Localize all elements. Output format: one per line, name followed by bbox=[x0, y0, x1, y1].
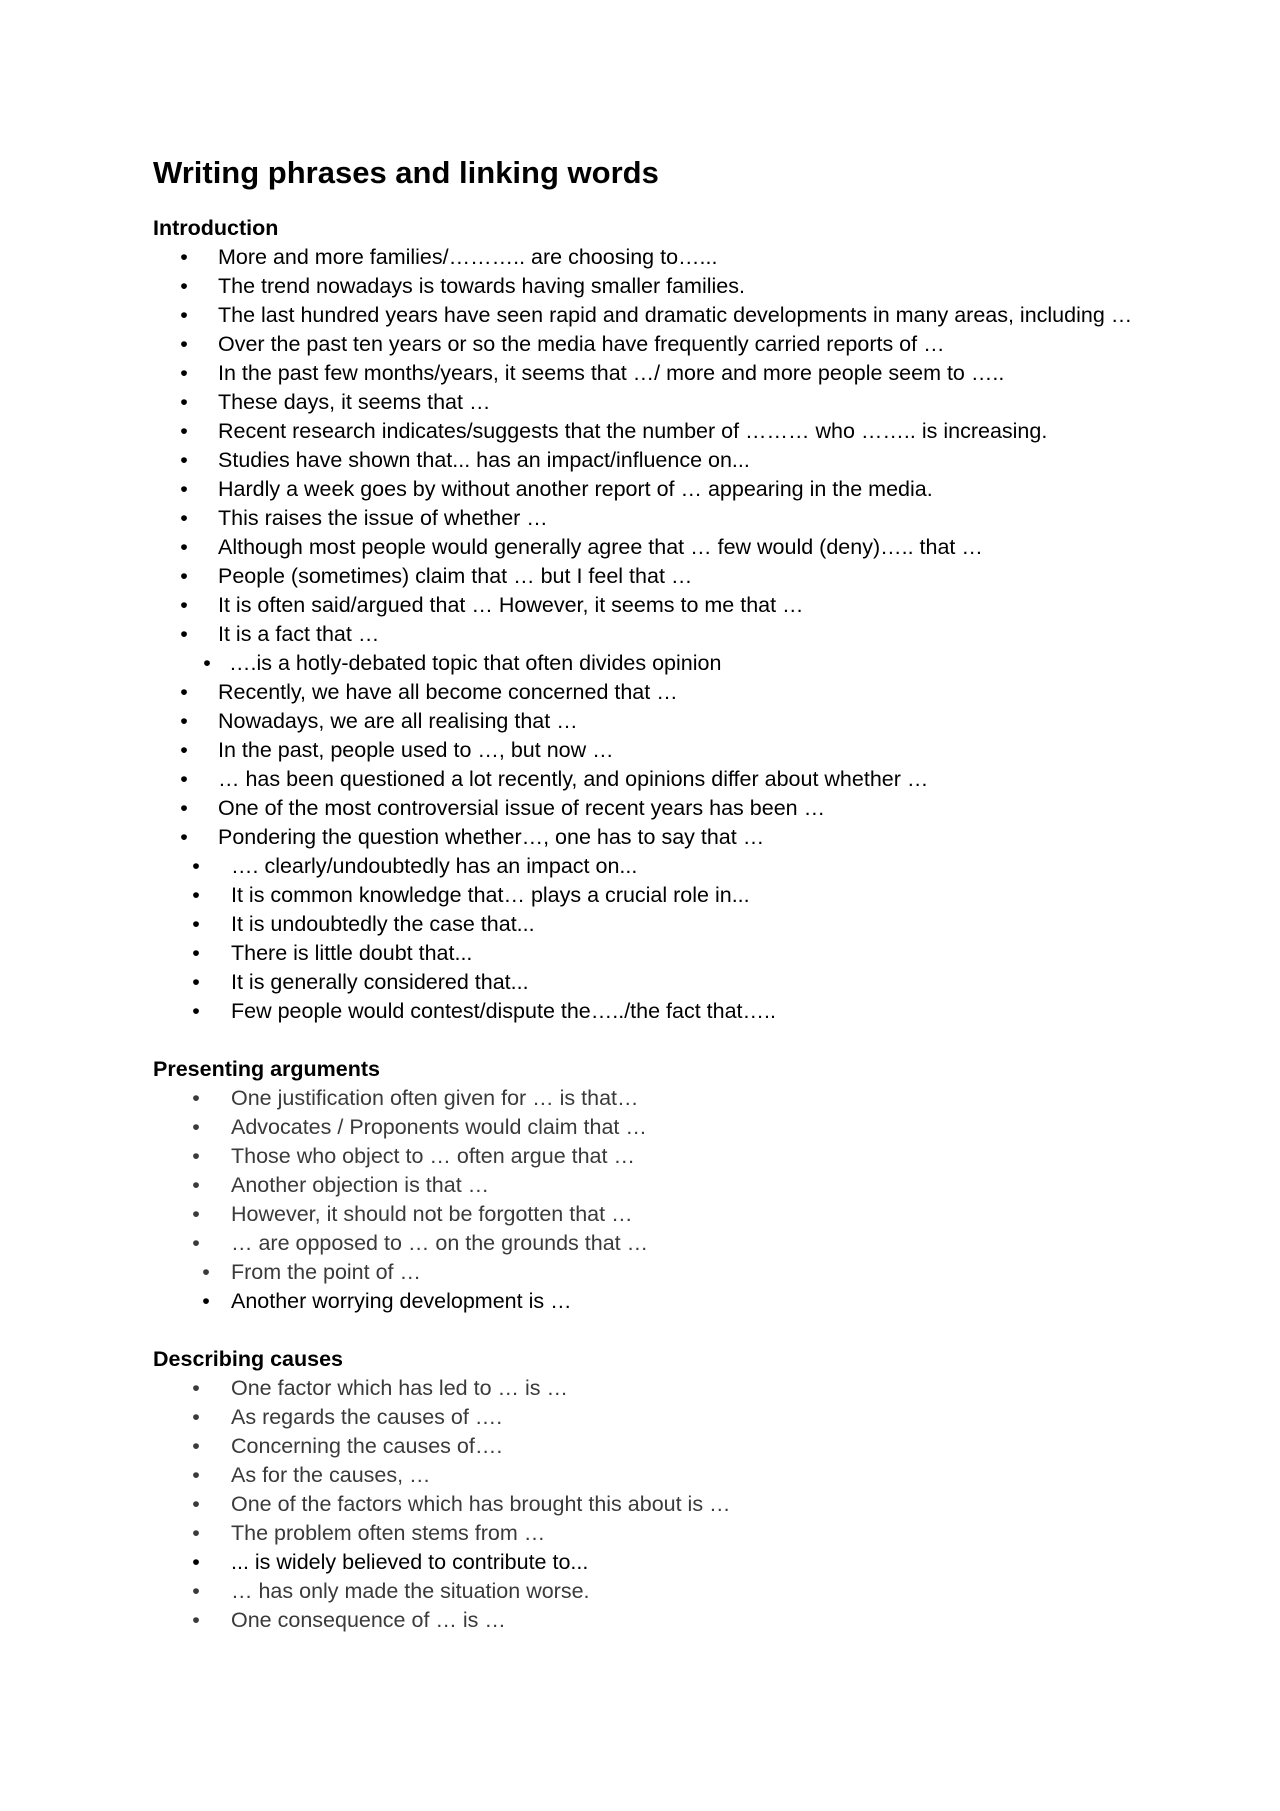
list-item: • As regards the causes of …. bbox=[153, 1403, 1213, 1432]
bullet-icon: • bbox=[180, 680, 188, 704]
bullet-icon: • bbox=[180, 767, 188, 791]
bullet-icon: • bbox=[180, 796, 188, 820]
list-item: • It is often said/argued that … However, it seems to me that … bbox=[153, 591, 1213, 620]
list-item: • It is common knowledge that… plays a crucial role in... bbox=[153, 881, 1213, 910]
list-item: • These days, it seems that … bbox=[153, 388, 1213, 417]
list-item: • Over the past ten years or so the media have frequently carried reports of … bbox=[153, 330, 1213, 359]
bullet-icon: • bbox=[192, 1521, 200, 1545]
bullet-icon: • bbox=[192, 1231, 200, 1255]
bullet-icon: • bbox=[180, 506, 188, 530]
list-item: • …. clearly/undoubtedly has an impact on... bbox=[153, 852, 1213, 881]
bullet-icon: • bbox=[202, 1260, 210, 1284]
section-presenting-arguments bbox=[153, 1055, 1213, 1316]
bullet-icon: • bbox=[203, 651, 211, 675]
list-item: • People (sometimes) claim that … but I feel that … bbox=[153, 562, 1213, 591]
bullet-icon: • bbox=[192, 1376, 200, 1400]
list-item: • However, it should not be forgotten that … bbox=[153, 1200, 1213, 1229]
list-item: • It is generally considered that... bbox=[153, 968, 1213, 997]
bullet-icon: • bbox=[180, 390, 188, 414]
bullet-icon: • bbox=[192, 1608, 200, 1632]
list-item: • One factor which has led to … is … bbox=[153, 1374, 1213, 1403]
list-item: • Hardly a week goes by without another report of … appearing in the media. bbox=[153, 475, 1213, 504]
section-heading: Describing causes bbox=[153, 1347, 344, 1371]
bullet-icon: • bbox=[192, 1144, 200, 1168]
bullet-icon: • bbox=[180, 361, 188, 385]
list-item: • Recently, we have all become concerned that … bbox=[153, 678, 1213, 707]
bullet-list bbox=[153, 1374, 1213, 1635]
bullet-icon: • bbox=[192, 1202, 200, 1226]
bullet-icon: • bbox=[180, 448, 188, 472]
list-item: • In the past few months/years, it seems that …/ more and more people seem to ….. bbox=[153, 359, 1213, 388]
list-item: • Few people would contest/dispute the…../the fact that….. bbox=[153, 997, 1213, 1026]
bullet-icon: • bbox=[180, 709, 188, 733]
list-item: • The problem often stems from … bbox=[153, 1519, 1213, 1548]
list-item: • … are opposed to … on the grounds that … bbox=[153, 1229, 1213, 1258]
list-item: • One of the factors which has brought this about is … bbox=[153, 1490, 1213, 1519]
section-introduction bbox=[153, 214, 1213, 1026]
bullet-icon: • bbox=[192, 1492, 200, 1516]
list-item: • The last hundred years have seen rapid and dramatic developments in many areas, including … bbox=[153, 301, 1213, 330]
list-item: • This raises the issue of whether … bbox=[153, 504, 1213, 533]
bullet-icon: • bbox=[180, 535, 188, 559]
bullet-icon: • bbox=[192, 1115, 200, 1139]
document-page bbox=[153, 150, 1213, 1664]
bullet-icon: • bbox=[202, 1289, 210, 1313]
list-item: • Recent research indicates/suggests that the number of ……… who …….. is increasing. bbox=[153, 417, 1213, 446]
list-item: • … has been questioned a lot recently, and opinions differ about whether … bbox=[153, 765, 1213, 794]
list-item: • Nowadays, we are all realising that … bbox=[153, 707, 1213, 736]
bullet-list bbox=[153, 1084, 1213, 1316]
list-item: • Although most people would generally agree that … few would (deny)….. that … bbox=[153, 533, 1213, 562]
bullet-icon: • bbox=[192, 1434, 200, 1458]
page-title: Writing phrases and linking words bbox=[153, 155, 659, 190]
bullet-icon: • bbox=[180, 622, 188, 646]
bullet-icon: • bbox=[180, 303, 188, 327]
bullet-icon: • bbox=[192, 1463, 200, 1487]
list-item: • It is a fact that … bbox=[153, 620, 1213, 649]
bullet-icon: • bbox=[192, 1579, 200, 1603]
bullet-list bbox=[153, 243, 1213, 1026]
bullet-icon: • bbox=[192, 912, 200, 936]
list-item: • Studies have shown that... has an impact/influence on... bbox=[153, 446, 1213, 475]
bullet-icon: • bbox=[192, 970, 200, 994]
bullet-icon: • bbox=[192, 1550, 200, 1574]
bullet-icon: • bbox=[180, 245, 188, 269]
bullet-icon: • bbox=[192, 854, 200, 878]
bullet-icon: • bbox=[180, 419, 188, 443]
list-item: • Pondering the question whether…, one has to say that … bbox=[153, 823, 1213, 852]
list-item: • From the point of … bbox=[153, 1258, 1213, 1287]
list-item: • In the past, people used to …, but now … bbox=[153, 736, 1213, 765]
list-item: • As for the causes, … bbox=[153, 1461, 1213, 1490]
bullet-icon: • bbox=[180, 564, 188, 588]
bullet-icon: • bbox=[192, 941, 200, 965]
section-heading: Introduction bbox=[153, 216, 279, 240]
list-item: • One of the most controversial issue of recent years has been … bbox=[153, 794, 1213, 823]
list-item: • It is undoubtedly the case that... bbox=[153, 910, 1213, 939]
list-item: • There is little doubt that... bbox=[153, 939, 1213, 968]
bullet-icon: • bbox=[180, 274, 188, 298]
bullet-icon: • bbox=[180, 593, 188, 617]
section-heading: Presenting arguments bbox=[153, 1057, 380, 1081]
list-item: • Another worrying development is … bbox=[153, 1287, 1213, 1316]
list-item: • … has only made the situation worse. bbox=[153, 1577, 1213, 1606]
section-describing-causes bbox=[153, 1345, 1213, 1635]
bullet-icon: • bbox=[180, 477, 188, 501]
list-item: • One justification often given for … is that… bbox=[153, 1084, 1213, 1113]
bullet-icon: • bbox=[192, 883, 200, 907]
list-item: • More and more families/……….. are choosing to…... bbox=[153, 243, 1213, 272]
list-item: • ... is widely believed to contribute to... bbox=[153, 1548, 1213, 1577]
bullet-icon: • bbox=[180, 738, 188, 762]
list-item: • Concerning the causes of…. bbox=[153, 1432, 1213, 1461]
bullet-icon: • bbox=[192, 1173, 200, 1197]
bullet-icon: • bbox=[192, 1405, 200, 1429]
list-item: • Another objection is that … bbox=[153, 1171, 1213, 1200]
list-item: • Advocates / Proponents would claim that … bbox=[153, 1113, 1213, 1142]
bullet-icon: • bbox=[180, 332, 188, 356]
list-item: • One consequence of … is … bbox=[153, 1606, 1213, 1635]
list-item: • The trend nowadays is towards having smaller families. bbox=[153, 272, 1213, 301]
bullet-icon: • bbox=[192, 999, 200, 1023]
list-item: • Those who object to … often argue that … bbox=[153, 1142, 1213, 1171]
list-item: • ….is a hotly-debated topic that often divides opinion bbox=[153, 649, 1213, 678]
bullet-icon: • bbox=[192, 1086, 200, 1110]
bullet-icon: • bbox=[180, 825, 188, 849]
